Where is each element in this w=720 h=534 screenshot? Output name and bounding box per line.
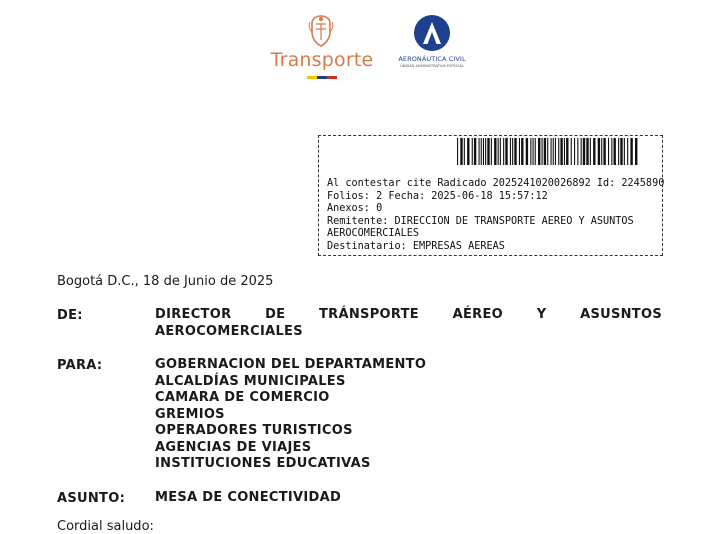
transporte-logo-text: Transporte (270, 49, 374, 71)
aerocivil-logo (392, 14, 472, 70)
asunto-value: MESA DE CONECTIVIDAD (155, 490, 342, 505)
stamp-anexos-line: Anexos: 0 (327, 203, 383, 215)
de-line-2: AEROCOMERCIALES (155, 323, 303, 339)
transporte-logo (266, 14, 378, 82)
aerocivil-name: AERONÁUTICA CIVIL (398, 55, 466, 63)
de-word: Y (536, 307, 547, 322)
de-word: AÉREO (452, 307, 504, 322)
barcode (457, 138, 640, 165)
de-word: TRÁNSPORTE (319, 307, 419, 322)
de-label: DE: (57, 308, 83, 323)
recipient: AGENCIAS DE VIAJES (155, 439, 312, 455)
para-label: PARA: (57, 358, 103, 373)
de-word: DIRECTOR (155, 307, 232, 322)
stamp-remitente-line-2: AEROCOMERCIALES (327, 228, 420, 240)
radicado-stamp (318, 135, 663, 256)
recipient: CAMARA DE COMERCIO (155, 390, 330, 405)
recipient: ALCALDÍAS MUNICIPALES (155, 373, 346, 389)
coat-of-arms-icon (308, 14, 334, 48)
stamp-destinatario-line: Destinatario: EMPRESAS AEREAS (327, 240, 505, 252)
recipient: GOBERNACION DEL DEPARTAMENTO (155, 357, 427, 372)
de-value (155, 307, 662, 340)
recipient: INSTITUCIONES EDUCATIVAS (155, 456, 371, 471)
greeting: Cordial saludo: (57, 519, 154, 534)
recipient: GREMIOS (155, 406, 225, 422)
aerocivil-emblem-icon (414, 15, 450, 51)
aerocivil-subtitle: UNIDAD ADMINISTRATIVA ESPECIAL (400, 64, 464, 68)
stamp-folios-line: Folios: 2 Fecha: 2025-06-18 15:57:12 (327, 190, 548, 202)
letter-date: Bogotá D.C., 18 de Junio de 2025 (57, 274, 274, 289)
recipient: OPERADORES TURISTICOS (155, 423, 353, 438)
de-word: ASUSNTOS (580, 307, 662, 322)
de-word: DE (265, 307, 286, 322)
colombia-flag-stripe (307, 76, 337, 79)
para-recipients (155, 357, 426, 473)
stamp-radicado-line: Al contestar cite Radicado 2025241020026892 Id: 2245890 (327, 178, 665, 189)
stamp-remitente-line: Remitente: DIRECCION DE TRANSPORTE AEREO Y ASUNTOS (327, 215, 634, 227)
asunto-label: ASUNTO: (57, 491, 126, 506)
